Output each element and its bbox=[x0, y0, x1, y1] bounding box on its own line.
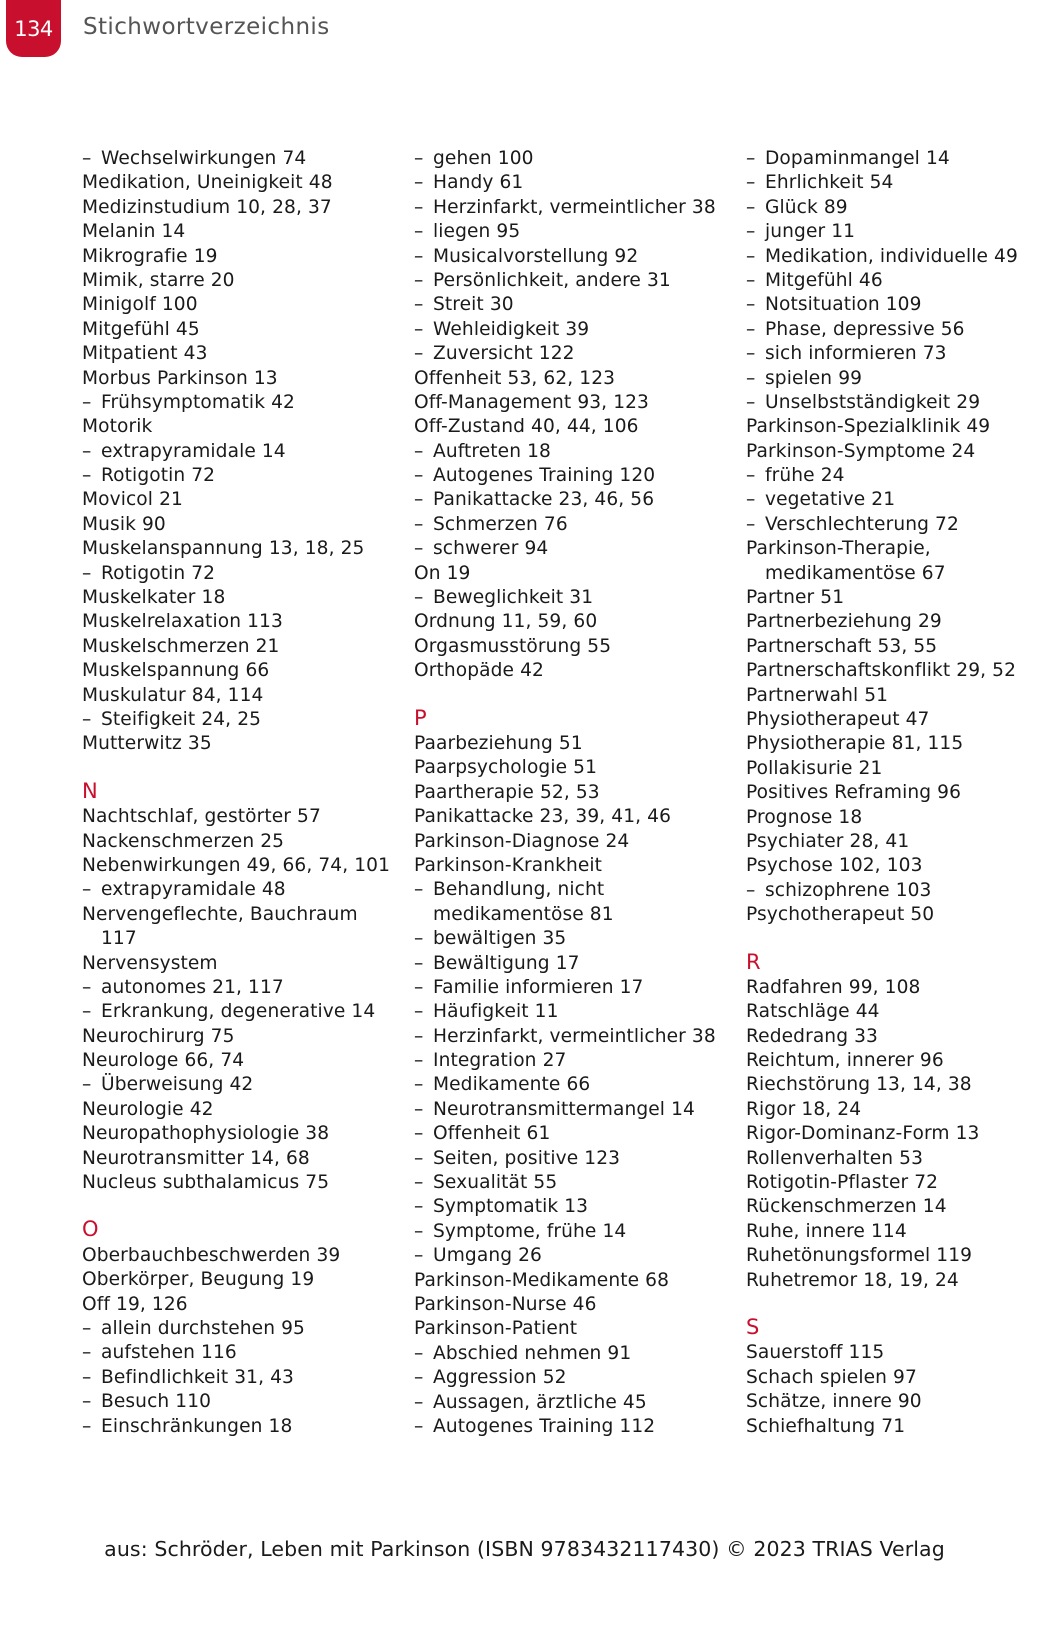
index-entry: Neurotransmitter 14, 68 bbox=[82, 1147, 310, 1169]
index-entry: Nervengeflechte, Bauchraum bbox=[82, 903, 358, 925]
index-entry: Movicol 21 bbox=[82, 489, 183, 511]
index-entry: Muskulatur 84, 114 bbox=[82, 684, 264, 706]
index-subentry: – Frühsymptomatik 42 bbox=[82, 391, 402, 415]
index-subentry: – extrapyramidale 48 bbox=[82, 878, 402, 902]
index-entry: Off 19, 126 bbox=[82, 1293, 188, 1315]
index-entry: Paartherapie 52, 53 bbox=[414, 781, 600, 803]
index-entry: Off-Zustand 40, 44, 106 bbox=[414, 416, 639, 438]
index-entry: Orthopäde 42 bbox=[414, 660, 544, 682]
index-entry: Offenheit 53, 62, 123 bbox=[414, 367, 616, 389]
index-subentry: – Einschränkungen 18 bbox=[82, 1415, 402, 1439]
index-entry: Parkinson-Krankheit bbox=[414, 854, 603, 876]
index-subentry: – spielen 99 bbox=[746, 367, 1046, 391]
index-entry: Muskelrelaxation 113 bbox=[82, 611, 283, 633]
index-entry: Rückenschmerzen 14 bbox=[746, 1196, 947, 1218]
index-entry: Ratschläge 44 bbox=[746, 1001, 880, 1023]
index-column-1 bbox=[82, 147, 402, 1439]
index-entry: Motorik bbox=[82, 416, 153, 438]
index-subentry: – Erkrankung, degenerative 14 bbox=[82, 1000, 402, 1024]
index-subentry: – Umgang 26 bbox=[414, 1244, 734, 1268]
index-entry: Parkinson-Patient bbox=[414, 1318, 578, 1340]
index-entry: Neurologie 42 bbox=[82, 1098, 214, 1120]
index-subentry: – Familie informieren 17 bbox=[414, 976, 734, 1000]
index-subentry: – Rotigotin 72 bbox=[82, 562, 402, 586]
index-entry: Melanin 14 bbox=[82, 221, 186, 243]
index-entry: Nervensystem bbox=[82, 952, 218, 974]
index-entry: Schiefhaltung 71 bbox=[746, 1415, 906, 1437]
index-entry: Morbus Parkinson 13 bbox=[82, 367, 278, 389]
index-subentry: – Mitgefühl 46 bbox=[746, 269, 1046, 293]
index-entry: Orgasmusstörung 55 bbox=[414, 635, 612, 657]
index-entry: Rotigotin-Pflaster 72 bbox=[746, 1172, 939, 1194]
index-subentry: – Dopaminmangel 14 bbox=[746, 147, 1046, 171]
index-entry: Nachtschlaf, gestörter 57 bbox=[82, 806, 321, 828]
index-letter-heading: R bbox=[746, 949, 761, 974]
index-entry: Parkinson-Nurse 46 bbox=[414, 1293, 597, 1315]
index-subentry: – Besuch 110 bbox=[82, 1390, 402, 1414]
index-entry: Neurochirurg 75 bbox=[82, 1025, 235, 1047]
index-subentry: – sich informieren 73 bbox=[746, 342, 1046, 366]
index-entry: Mitpatient 43 bbox=[82, 343, 208, 365]
index-subentry: – Herzinfarkt, vermeintlicher 38 bbox=[414, 196, 734, 220]
page-number-badge bbox=[6, 0, 61, 57]
index-subentry: – Befindlichkeit 31, 43 bbox=[82, 1366, 402, 1390]
index-entry-continuation: 117 bbox=[101, 928, 137, 950]
index-subentry: – Wehleidigkeit 39 bbox=[414, 318, 734, 342]
index-subentry: – allein durchstehen 95 bbox=[82, 1317, 402, 1341]
index-entry: Sauerstoff 115 bbox=[746, 1342, 885, 1364]
index-entry: Partnerschaftskonflikt 29, 52 bbox=[746, 660, 1017, 682]
index-entry: Mutterwitz 35 bbox=[82, 733, 212, 755]
index-subentry: – bewältigen 35 bbox=[414, 927, 734, 951]
index-entry: Partner 51 bbox=[746, 587, 845, 609]
index-subentry: – Streit 30 bbox=[414, 293, 734, 317]
index-subentry: – Integration 27 bbox=[414, 1049, 734, 1073]
index-subentry: – Behandlung, nicht bbox=[414, 878, 734, 902]
index-letter-heading: S bbox=[746, 1314, 760, 1339]
index-subentry: – Phase, depressive 56 bbox=[746, 318, 1046, 342]
index-entry: Parkinson-Symptome 24 bbox=[746, 440, 976, 462]
index-column-2 bbox=[414, 147, 734, 1439]
index-entry: Muskelschmerzen 21 bbox=[82, 635, 280, 657]
index-entry: Oberbauchbeschwerden 39 bbox=[82, 1244, 341, 1266]
index-subentry: – Auftreten 18 bbox=[414, 440, 734, 464]
page-number: 134 bbox=[14, 16, 53, 41]
index-subentry: – Steifigkeit 24, 25 bbox=[82, 708, 402, 732]
index-subentry: – extrapyramidale 14 bbox=[82, 440, 402, 464]
index-subentry: – aufstehen 116 bbox=[82, 1341, 402, 1365]
index-subentry: – Notsituation 109 bbox=[746, 293, 1046, 317]
index-entry: On 19 bbox=[414, 562, 471, 584]
index-entry: Radfahren 99, 108 bbox=[746, 976, 921, 998]
index-entry: Schach spielen 97 bbox=[746, 1366, 917, 1388]
index-subentry: – Abschied nehmen 91 bbox=[414, 1342, 734, 1366]
index-entry: Positives Reframing 96 bbox=[746, 782, 962, 804]
index-entry-continuation: medikamentöse 81 bbox=[433, 903, 614, 925]
index-subentry: – Unselbstständigkeit 29 bbox=[746, 391, 1046, 415]
index-entry: Prognose 18 bbox=[746, 806, 863, 828]
index-entry: Psychiater 28, 41 bbox=[746, 830, 910, 852]
index-entry: Physiotherapie 81, 115 bbox=[746, 733, 964, 755]
index-subentry: – Beweglichkeit 31 bbox=[414, 586, 734, 610]
index-subentry: – liegen 95 bbox=[414, 220, 734, 244]
index-entry: Nebenwirkungen 49, 66, 74, 101 bbox=[82, 854, 391, 876]
index-entry: Parkinson-Diagnose 24 bbox=[414, 830, 630, 852]
index-letter-heading: O bbox=[82, 1217, 99, 1242]
index-subentry: – Schmerzen 76 bbox=[414, 513, 734, 537]
index-entry: Rollenverhalten 53 bbox=[746, 1147, 924, 1169]
index-subentry: – Überweisung 42 bbox=[82, 1073, 402, 1097]
index-subentry: – schizophrene 103 bbox=[746, 879, 1046, 903]
index-entry: Mikrografie 19 bbox=[82, 245, 218, 267]
index-entry: Rigor-Dominanz-Form 13 bbox=[746, 1123, 980, 1145]
index-subentry: – Wechselwirkungen 74 bbox=[82, 147, 402, 171]
index-subentry: – Verschlechterung 72 bbox=[746, 513, 1046, 537]
index-subentry: – frühe 24 bbox=[746, 464, 1046, 488]
index-entry: Paarbeziehung 51 bbox=[414, 732, 583, 754]
index-subentry: – Glück 89 bbox=[746, 196, 1046, 220]
index-entry: Medikation, Uneinigkeit 48 bbox=[82, 172, 333, 194]
index-subentry: – Persönlichkeit, andere 31 bbox=[414, 269, 734, 293]
index-entry: Partnerbeziehung 29 bbox=[746, 611, 942, 633]
index-entry: Parkinson-Therapie, bbox=[746, 538, 931, 560]
index-subentry: – Offenheit 61 bbox=[414, 1122, 734, 1146]
index-entry: Paarpsychologie 51 bbox=[414, 757, 598, 779]
index-entry: Ruhetönungsformel 119 bbox=[746, 1245, 973, 1267]
index-entry: Psychose 102, 103 bbox=[746, 855, 923, 877]
index-entry: Ruhe, innere 114 bbox=[746, 1220, 907, 1242]
index-subentry: – Handy 61 bbox=[414, 171, 734, 195]
index-entry: Physiotherapeut 47 bbox=[746, 708, 930, 730]
index-subentry: – Häufigkeit 11 bbox=[414, 1000, 734, 1024]
index-subentry: – Medikation, individuelle 49 bbox=[746, 245, 1046, 269]
index-entry: Parkinson-Medikamente 68 bbox=[414, 1269, 670, 1291]
index-subentry: – Rotigotin 72 bbox=[82, 464, 402, 488]
index-subentry: – Ehrlichkeit 54 bbox=[746, 171, 1046, 195]
index-entry: Panikattacke 23, 39, 41, 46 bbox=[414, 806, 672, 828]
index-entry: Musik 90 bbox=[82, 513, 166, 535]
index-entry: Off-Management 93, 123 bbox=[414, 391, 649, 413]
index-entry: Riechstörung 13, 14, 38 bbox=[746, 1074, 972, 1096]
index-entry: Minigolf 100 bbox=[82, 294, 198, 316]
index-subentry: – junger 11 bbox=[746, 220, 1046, 244]
index-entry-continuation: medikamentöse 67 bbox=[765, 562, 946, 584]
index-subentry: – Seiten, positive 123 bbox=[414, 1147, 734, 1171]
index-subentry: – autonomes 21, 117 bbox=[82, 976, 402, 1000]
index-subentry: – Aggression 52 bbox=[414, 1366, 734, 1390]
index-entry: Oberkörper, Beugung 19 bbox=[82, 1269, 315, 1291]
index-entry: Muskelkater 18 bbox=[82, 587, 226, 609]
index-subentry: – Symptomatik 13 bbox=[414, 1195, 734, 1219]
index-subentry: – Aussagen, ärztliche 45 bbox=[414, 1391, 734, 1415]
index-subentry: – Sexualität 55 bbox=[414, 1171, 734, 1195]
index-entry: Mimik, starre 20 bbox=[82, 269, 235, 291]
index-subentry: – vegetative 21 bbox=[746, 488, 1046, 512]
index-subentry: – Musicalvorstellung 92 bbox=[414, 245, 734, 269]
index-subentry: – Autogenes Training 120 bbox=[414, 464, 734, 488]
index-subentry: – Medikamente 66 bbox=[414, 1073, 734, 1097]
index-entry: Neuropathophysiologie 38 bbox=[82, 1123, 330, 1145]
index-entry: Parkinson-Spezialklinik 49 bbox=[746, 416, 991, 438]
index-entry: Nucleus subthalamicus 75 bbox=[82, 1172, 330, 1194]
index-entry: Muskelspannung 66 bbox=[82, 660, 270, 682]
index-entry: Rigor 18, 24 bbox=[746, 1098, 862, 1120]
index-subentry: – schwerer 94 bbox=[414, 537, 734, 561]
index-entry: Partnerwahl 51 bbox=[746, 684, 889, 706]
index-entry: Schätze, innere 90 bbox=[746, 1391, 922, 1413]
index-subentry: – Neurotransmittermangel 14 bbox=[414, 1098, 734, 1122]
index-column-3 bbox=[746, 147, 1046, 1439]
source-footer: aus: Schröder, Leben mit Parkinson (ISBN 9783432117430) © 2023 TRIAS Verlag bbox=[104, 1537, 945, 1561]
index-letter-heading: P bbox=[414, 705, 427, 730]
index-subentry: – Symptome, frühe 14 bbox=[414, 1220, 734, 1244]
index-subentry: – Panikattacke 23, 46, 56 bbox=[414, 488, 734, 512]
running-head-title: Stichwortverzeichnis bbox=[83, 14, 330, 40]
index-subentry: – Bewältigung 17 bbox=[414, 952, 734, 976]
index-entry: Neurologe 66, 74 bbox=[82, 1050, 245, 1072]
index-entry: Ordnung 11, 59, 60 bbox=[414, 611, 598, 633]
index-entry: Nackenschmerzen 25 bbox=[82, 830, 285, 852]
index-entry: Psychotherapeut 50 bbox=[746, 904, 935, 926]
index-subentry: – Zuversicht 122 bbox=[414, 342, 734, 366]
index-subentry: – Herzinfarkt, vermeintlicher 38 bbox=[414, 1025, 734, 1049]
index-letter-heading: N bbox=[82, 778, 98, 803]
index-entry: Rededrang 33 bbox=[746, 1025, 878, 1047]
index-entry: Reichtum, innerer 96 bbox=[746, 1050, 944, 1072]
index-entry: Mitgefühl 45 bbox=[82, 318, 200, 340]
index-subentry: – Autogenes Training 112 bbox=[414, 1415, 734, 1439]
index-entry: Ruhetremor 18, 19, 24 bbox=[746, 1269, 959, 1291]
index-subentry: – gehen 100 bbox=[414, 147, 734, 171]
index-entry: Partnerschaft 53, 55 bbox=[746, 635, 938, 657]
index-entry: Pollakisurie 21 bbox=[746, 757, 883, 779]
index-entry: Medizinstudium 10, 28, 37 bbox=[82, 196, 332, 218]
index-entry: Muskelanspannung 13, 18, 25 bbox=[82, 538, 365, 560]
